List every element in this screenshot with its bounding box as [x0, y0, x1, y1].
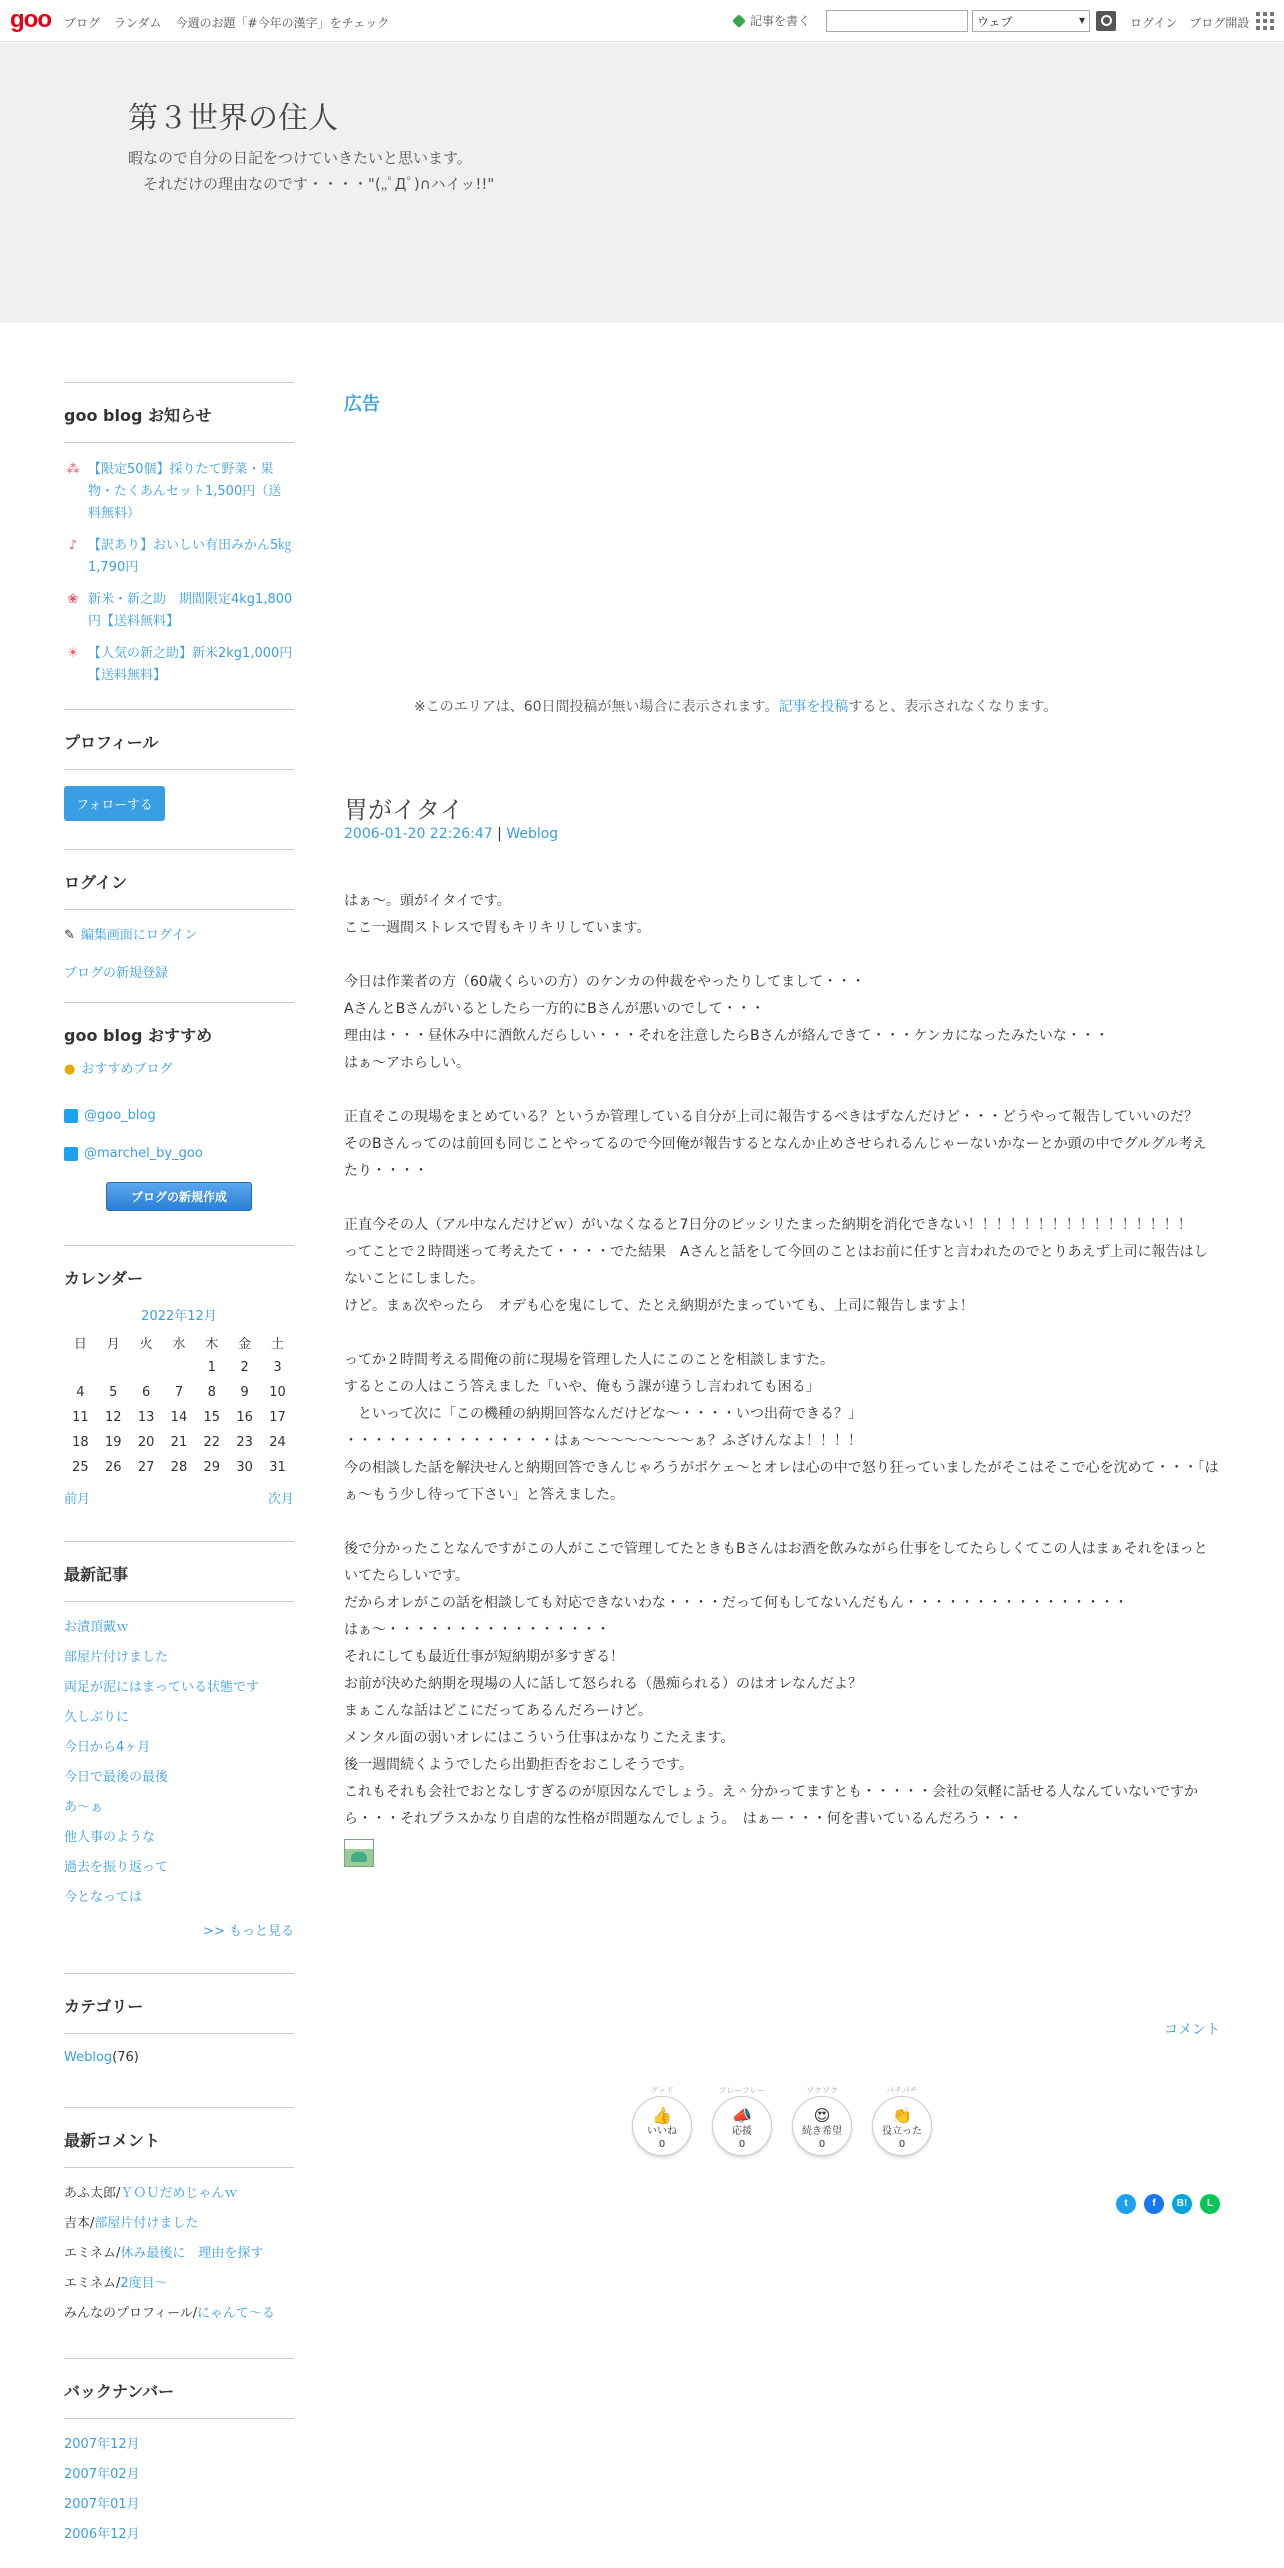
- calendar-day: 7: [174, 1385, 184, 1400]
- calendar-day: 15: [203, 1410, 221, 1425]
- login-section: [64, 849, 294, 984]
- new-blog-button[interactable]: ブログの新規作成: [106, 1182, 252, 1211]
- reaction-icon: 😍: [813, 2106, 831, 2125]
- more-posts-link[interactable]: >> もっと見る: [203, 1924, 294, 1939]
- comment-post-link[interactable]: 2度目～: [120, 2276, 168, 2291]
- news-icon: ☀: [67, 646, 79, 661]
- calendar-week: [64, 1455, 294, 1480]
- reaction-label: 役立った: [882, 2126, 922, 2137]
- calendar-week: [64, 1355, 294, 1380]
- comment-item: [64, 2214, 294, 2234]
- weekday-label: 水: [172, 1337, 186, 1352]
- recommend-section: [64, 1002, 294, 1211]
- nav-random-link[interactable]: ランダム: [114, 16, 162, 30]
- calendar-heading: カレンダー: [64, 1269, 143, 1288]
- search-scope-select[interactable]: ウェブ ▾: [972, 10, 1090, 32]
- post-paragraph: ここ一週間ストレスで胃もキリキリしています。: [344, 920, 651, 936]
- weekday-label: 日: [73, 1337, 87, 1352]
- reaction-icon: 📣: [732, 2106, 752, 2125]
- calendar-week: [64, 1430, 294, 1455]
- backnumber-link[interactable]: 2007年12月: [64, 2437, 140, 2452]
- weekday-label: 月: [106, 1337, 120, 1352]
- calendar-day: 10: [269, 1385, 286, 1400]
- category-item: [64, 2050, 294, 2065]
- nav-weekly-topic-link[interactable]: 今週のお題「#今年の漢字」をチェック: [175, 16, 390, 30]
- comment-link[interactable]: コメント: [1164, 2022, 1220, 2038]
- comment-post-link[interactable]: にゃんて～る: [197, 2306, 275, 2321]
- news-link[interactable]: 【限定50個】採りたて野菜・果物・たくあんセット1,500円（送料無料）: [88, 462, 282, 521]
- calendar-day: 31: [269, 1460, 286, 1475]
- open-blog-link[interactable]: ブログ開設: [1189, 16, 1250, 30]
- post-paragraph: 今の相談した話を解決せんと納期回答できんじゃろうがボケェ～とオレは心の中で怒り狂っていましたがそこはそこで心を沈めて・・・「はぁ～もう少し待って下さい」と答えました。: [344, 1460, 1219, 1503]
- reaction-button[interactable]: [792, 2086, 852, 2156]
- calendar-day: 6: [141, 1385, 151, 1400]
- recent-heading: 最新記事: [64, 1542, 294, 1602]
- backnumber-heading: バックナンバー: [64, 2359, 294, 2419]
- backnumber-link[interactable]: 2007年02月: [64, 2467, 140, 2482]
- twitter-marchel-link[interactable]: @marchel_by_goo: [64, 1144, 294, 1164]
- post-date-link[interactable]: 2006-01-20 22:26:47: [344, 826, 493, 842]
- post-paragraph: はぁ～・・・・・・・・・・・・・・・・: [344, 1622, 610, 1638]
- search-button[interactable]: [1096, 11, 1116, 31]
- calendar-day: [163, 1355, 196, 1380]
- comments-heading: 最新コメント: [64, 2108, 294, 2168]
- post-paragraph: それにしても最近仕事が短納期が多すぎる！: [344, 1649, 624, 1665]
- calendar-day: 22: [203, 1435, 221, 1450]
- calendar-day: 26: [104, 1460, 122, 1475]
- calendar-table: [64, 1330, 294, 1480]
- post-paragraph: 正直そこの現場をまとめている？というか管理している自分が上司に報告するべきはずなんだけど・・・どうやって報告していいのだ？: [344, 1109, 1198, 1125]
- share-buttons: [1116, 2194, 1220, 2214]
- category-count: (76): [112, 2050, 139, 2065]
- calendar-day: 3: [273, 1360, 282, 1375]
- post-paragraph: するとこの人はこう答えました「いや、俺もう課が違うし言われても困る」: [344, 1379, 820, 1395]
- recent-post-link[interactable]: あ～ぁ: [64, 1800, 104, 1815]
- account-links: [1130, 14, 1249, 31]
- top-nav: [64, 14, 389, 31]
- calendar-day: 28: [170, 1460, 188, 1475]
- write-post-button[interactable]: [732, 12, 810, 29]
- post-paragraph: [344, 1077, 1220, 1104]
- comment-post-link[interactable]: ＹＯＵだめじゃんｗ: [120, 2186, 238, 2201]
- reaction-label: 続き希望: [802, 2126, 842, 2137]
- calendar-day: 25: [72, 1460, 89, 1475]
- news-link[interactable]: 【訳あり】おいしい有田みかん5㎏1,790円: [88, 538, 292, 575]
- post-paragraph: まぁこんな話はどこにだってあるんだろーけど。: [344, 1703, 652, 1719]
- post-paragraph: はぁ～アホらしい。: [344, 1055, 470, 1071]
- pencil-icon: ✎: [64, 928, 75, 943]
- ad-heading: 広告: [344, 394, 380, 415]
- post-paragraph: だからオレがこの話を相談しても対応できないわな・・・・だって何もしてないんだもん・・・・・・・・・・・・・・・・: [344, 1595, 1128, 1611]
- weekday-label: 土: [271, 1337, 285, 1352]
- reaction-caption: ワクワク: [806, 2086, 838, 2095]
- news-section: [64, 382, 294, 687]
- weekday-label: 木: [205, 1337, 219, 1352]
- calendar-week: [64, 1405, 294, 1430]
- prev-month-link[interactable]: 前月: [64, 1492, 91, 1507]
- weekday-label: 火: [139, 1337, 153, 1352]
- calendar-day: 27: [137, 1460, 155, 1475]
- post-paragraph: ってことで２時間迷って考えたて・・・・でた結果 Aさんと話をして今回のことはお前に任すと言われたのでとりあえず上司に報告はしないことにしました。: [344, 1244, 1208, 1287]
- blog-title[interactable]: 第３世界の住人: [128, 101, 338, 136]
- calendar-day: 5: [109, 1385, 118, 1400]
- calendar-day: 24: [269, 1435, 286, 1450]
- write-post-label: 記事を書く: [750, 14, 811, 28]
- reaction-label: 応援: [732, 2126, 752, 2137]
- post-paragraph: 理由は・・・昼休み中に酒飲んだらしい・・・それを注意したらBさんが絡んできて・・・ケンカになったみたいな・・・: [344, 1028, 1109, 1044]
- calendar-day: 8: [207, 1385, 216, 1400]
- backnumber-section: [64, 2358, 294, 2545]
- reaction-button[interactable]: [632, 2086, 692, 2156]
- calendar-day: 30: [236, 1460, 253, 1475]
- nav-blog-link[interactable]: ブログ: [64, 16, 101, 30]
- recent-post-link[interactable]: 他人事のような: [64, 1830, 156, 1845]
- recommend-heading: goo blog おすすめ: [64, 1026, 213, 1045]
- comment-author: みんなのプロフィール/: [64, 2306, 198, 2321]
- post-title[interactable]: 胃がイタイ: [344, 796, 464, 824]
- calendar-day: 16: [236, 1410, 253, 1425]
- calendar-day: 12: [104, 1410, 122, 1425]
- calendar-day: 19: [104, 1435, 122, 1450]
- category-link[interactable]: Weblog: [64, 2050, 113, 2065]
- post-paragraph: これもそれも会社でおとなしすぎるのが原因なんでしょう。え＾分かってますとも・・・・・会社の気軽に話せる人なんていないですから・・・それプラスかなり自虐的な性格が問題なんでしょう。 はぁー・・・何を書いているんだろう・・・: [344, 1784, 1198, 1827]
- frog-emoji-image: [344, 1839, 374, 1867]
- calendar-day: 11: [72, 1410, 89, 1425]
- recent-posts-section: [64, 1541, 294, 1939]
- post-paragraph: そのBさんってのは前回も同じことやってるので今回俺が報告するとなんか止めさせられるんじゃーないかなーとか頭の中でグルグル考えたり・・・・: [344, 1136, 1207, 1179]
- line-share-icon[interactable]: L: [1200, 2194, 1220, 2214]
- comment-item: [64, 2304, 294, 2324]
- goo-logo[interactable]: goo: [10, 6, 51, 33]
- top-toolbar: [0, 0, 1284, 42]
- calendar-day: [97, 1355, 130, 1380]
- facebook-share-icon[interactable]: f: [1144, 2194, 1164, 2214]
- blog-register-link[interactable]: ブログの新規登録: [64, 966, 169, 981]
- reaction-count: 0: [898, 2139, 906, 2150]
- twitter-icon: [64, 1109, 78, 1123]
- profile-section: [64, 709, 294, 849]
- news-item[interactable]: [64, 459, 294, 525]
- news-link[interactable]: 新米・新之助 期間限定4kg1,800円【送料無料】: [88, 592, 293, 629]
- reaction-count: 0: [658, 2139, 666, 2150]
- recent-post-link[interactable]: 過去を振り返って: [64, 1860, 169, 1875]
- weekday-label: 金: [238, 1337, 252, 1352]
- ad-note: ※このエリアは、60日間投稿が無い場合に表示されます。記事を投稿すると、表示されなくなります。: [414, 699, 1058, 715]
- post-paragraph: けど。まぁ次やったら オデも心を鬼にして、たとえ納期がたまっていても、上司に報告しますよ！: [344, 1298, 974, 1314]
- post-category-link[interactable]: Weblog: [506, 826, 559, 842]
- twitter-goo-blog-link[interactable]: @goo_blog: [64, 1106, 294, 1126]
- reaction-label: いいね: [647, 2126, 677, 2137]
- calendar-day: 18: [72, 1435, 89, 1450]
- main-content: [344, 382, 1220, 2209]
- apps-grid-icon[interactable]: [1256, 12, 1274, 30]
- calendar-month[interactable]: 2022年12月: [141, 1309, 217, 1324]
- comment-item: [64, 2244, 294, 2264]
- reaction-caption: フレーフレー: [718, 2086, 766, 2095]
- reaction-buttons: [632, 2086, 932, 2156]
- news-item[interactable]: [64, 589, 294, 633]
- reaction-caption: グッド: [650, 2086, 674, 2095]
- comment-author: エミネム/: [64, 2276, 121, 2291]
- editor-login-link[interactable]: ✎ 編集画面にログイン: [64, 926, 294, 946]
- calendar-day: 2: [240, 1360, 249, 1375]
- recent-post-link[interactable]: 両足が泥にはまっている状態です: [64, 1680, 260, 1695]
- comment-post-link[interactable]: 部屋片付けました: [94, 2216, 199, 2231]
- recent-post-link[interactable]: 部屋片付けました: [64, 1650, 169, 1665]
- recent-post-link[interactable]: 今日で最後の最後: [64, 1770, 169, 1785]
- reaction-icon: 👍: [652, 2106, 672, 2125]
- calendar-day: 14: [170, 1410, 188, 1425]
- recent-post-link[interactable]: 今となっては: [64, 1890, 143, 1905]
- post-paragraph: メンタル面の弱いオレにはこういう仕事はかなりこたえます。: [344, 1730, 735, 1746]
- post-paragraph: [344, 942, 1220, 969]
- backnumber-link[interactable]: 2006年12月: [64, 2527, 140, 2542]
- news-item[interactable]: [64, 535, 294, 579]
- post-paragraph: はぁ～。頭がイタイです。: [344, 893, 511, 909]
- bulb-icon: ●: [64, 1062, 76, 1077]
- search-input[interactable]: [826, 10, 968, 32]
- post-paragraph: 正直今その人（アル中なんだけどｗ）がいなくなると7日分のビッシリたまった納期を消化できない！！！！！！！！！！！！！！！！: [344, 1217, 1192, 1233]
- calendar-day: [64, 1355, 97, 1380]
- backnumber-link[interactable]: 2007年01月: [64, 2497, 140, 2512]
- reaction-button[interactable]: [872, 2086, 932, 2156]
- blog-description: 暇なので自分の日記をつけていきたいと思います。 それだけの理由なのです・・・・"(„ﾟДﾟ)∩ハイッ!!": [128, 149, 495, 193]
- calendar-day: 23: [236, 1435, 253, 1450]
- post-paragraph: 後で分かったことなんですがこの人がここで管理してたときもBさんはお酒を飲みながら仕事をしてたらしくてこの人はまぁそれをほっといてたらしいです。: [344, 1541, 1208, 1584]
- sidebar: [64, 382, 294, 2555]
- twitter-share-icon[interactable]: t: [1116, 2194, 1136, 2214]
- news-icon: ♪: [68, 538, 78, 553]
- follow-button[interactable]: フォローする: [64, 786, 165, 821]
- calendar-day: 9: [240, 1385, 249, 1400]
- comment-post-link[interactable]: 休み最後に 理由を探す: [120, 2246, 264, 2261]
- recent-post-link[interactable]: 今日から4ヶ月: [64, 1740, 151, 1755]
- pen-icon: [732, 14, 746, 28]
- calendar-day: 29: [203, 1460, 221, 1475]
- post-paragraph: ってか２時間考える間俺の前に現場を管理した人にこのことを相談しますた。: [344, 1352, 834, 1368]
- calendar-day: 1: [207, 1360, 216, 1375]
- reaction-caption: パチパチ: [886, 2086, 918, 2095]
- comment-author: 吉本/: [64, 2216, 95, 2231]
- calendar-section: [64, 1245, 294, 1507]
- hatena-share-icon[interactable]: B!: [1172, 2194, 1192, 2214]
- post-meta: 2006-01-20 22:26:47 | Weblog: [344, 826, 559, 842]
- reaction-count: 0: [818, 2139, 826, 2150]
- login-link[interactable]: ログイン: [1130, 16, 1178, 30]
- reaction-icon: 👏: [892, 2106, 912, 2125]
- calendar-day: 21: [170, 1435, 188, 1450]
- calendar-nav: [64, 1488, 294, 1507]
- comment-item: [64, 2184, 294, 2204]
- reaction-button[interactable]: [712, 2086, 772, 2156]
- news-icon: ❀: [67, 592, 79, 607]
- news-icon: ⁂: [66, 462, 80, 477]
- calendar-day: 13: [137, 1410, 155, 1425]
- post-article-link[interactable]: 記事を投稿: [778, 699, 849, 715]
- post-paragraph: AさんとBさんがいるとしたら一方的にBさんが悪いのでして・・・: [344, 1001, 765, 1017]
- post-body: [344, 888, 1220, 1867]
- calendar-day: 17: [269, 1410, 286, 1425]
- post-paragraph: [344, 1509, 1220, 1536]
- news-heading: goo blog お知らせ: [64, 383, 294, 443]
- post-paragraph: 今日は作業者の方（60歳くらいの方）のケンカの仲裁をやったりしてまして・・・: [344, 974, 866, 990]
- blog-header: [0, 43, 1284, 323]
- reaction-count: 0: [738, 2139, 746, 2150]
- news-link[interactable]: 【人気の新之助】新米2kg1,000円【送料無料】: [88, 646, 293, 683]
- profile-heading: プロフィール: [64, 710, 294, 770]
- calendar-day: 20: [137, 1435, 155, 1450]
- recent-post-link[interactable]: お漬頂戴ｗ: [64, 1620, 130, 1635]
- post-paragraph: [344, 1185, 1220, 1212]
- post-paragraph: お前が決めた納期を現場の人に話して怒られる（愚痴られる）のはオレなんだよ？: [344, 1676, 862, 1692]
- comment-author: エミネム/: [64, 2246, 121, 2261]
- recent-comments-section: [64, 2107, 294, 2324]
- comment-author: あふ太郎/: [64, 2186, 121, 2201]
- post-paragraph: といって次に「この機種の納期回答なんだけどな～・・・・いつ出荷できる？」: [344, 1406, 862, 1422]
- post-paragraph: [344, 1320, 1220, 1347]
- news-item[interactable]: [64, 643, 294, 687]
- next-month-link[interactable]: 次月: [267, 1492, 294, 1507]
- recent-post-link[interactable]: 久しぶりに: [64, 1710, 130, 1725]
- category-section: [64, 1973, 294, 2065]
- recommend-blog-link[interactable]: ● おすすめブログ: [64, 1060, 294, 1080]
- calendar-week: [64, 1380, 294, 1405]
- calendar-day: [130, 1355, 163, 1380]
- twitter-icon: [64, 1147, 78, 1161]
- category-heading: カテゴリー: [64, 1974, 294, 2034]
- calendar-day: 4: [76, 1385, 85, 1400]
- login-heading: ログイン: [64, 850, 294, 910]
- comment-item: [64, 2274, 294, 2294]
- post-paragraph: 後一週間続くようでしたら出勤拒否をおこしそうです。: [344, 1757, 693, 1773]
- post-paragraph: ・・・・・・・・・・・・・・・はぁ～～～～～～～～ぁ？ふざけんなよ！！！！: [344, 1433, 862, 1449]
